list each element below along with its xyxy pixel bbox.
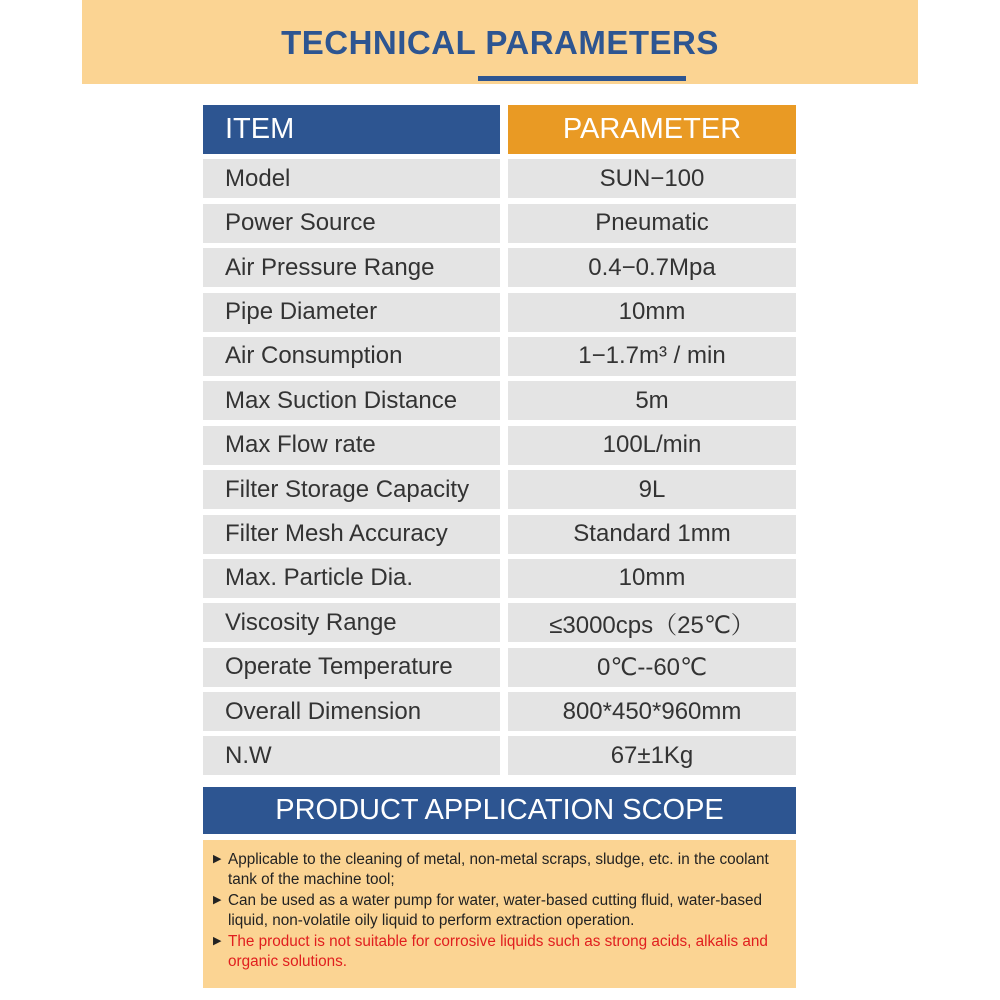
value-cell: 5m	[508, 381, 796, 420]
header-item: ITEM	[203, 105, 500, 154]
scope-bullet-text: Can be used as a water pump for water, water-based cutting fluid, water-based liquid, non-volatile oily liquid to perform extraction operation.	[228, 892, 762, 929]
scope-bullet	[213, 850, 790, 889]
item-cell: N.W	[203, 736, 500, 775]
scope-warning-text: The product is not suitable for corrosive liquids such as strong acids, alkalis and organic solutions.	[228, 933, 768, 970]
scope-bullet	[213, 891, 790, 930]
table-row	[203, 515, 796, 554]
item-cell: Air Pressure Range	[203, 248, 500, 287]
table-row	[203, 603, 796, 642]
scope-warning	[213, 932, 790, 971]
value-cell: Pneumatic	[508, 204, 796, 243]
value-cell: Standard 1mm	[508, 515, 796, 554]
title-underline	[478, 76, 686, 81]
value-cell: 100L/min	[508, 426, 796, 465]
item-cell: Pipe Diameter	[203, 293, 500, 332]
triangle-right-icon: ▶	[213, 935, 222, 947]
value-cell: 67±1Kg	[508, 736, 796, 775]
page-title: TECHNICAL PARAMETERS	[281, 24, 719, 61]
value-cell: 1−1.7m³ / min	[508, 337, 796, 376]
table-row	[203, 337, 796, 376]
value-cell: 10mm	[508, 559, 796, 598]
value-cell: 9L	[508, 470, 796, 509]
table-row	[203, 159, 796, 198]
item-cell: Filter Mesh Accuracy	[203, 515, 500, 554]
value-cell: 800*450*960mm	[508, 692, 796, 731]
item-cell: Max Flow rate	[203, 426, 500, 465]
table-row	[203, 426, 796, 465]
table-row	[203, 293, 796, 332]
triangle-right-icon: ▶	[213, 853, 222, 865]
triangle-right-icon: ▶	[213, 894, 222, 906]
scope-bullet-text: Applicable to the cleaning of metal, non-metal scraps, sludge, etc. in the coolant tank of the machine tool;	[228, 851, 769, 888]
item-cell: Max Suction Distance	[203, 381, 500, 420]
value-cell: 0℃--60℃	[508, 648, 796, 687]
item-cell: Model	[203, 159, 500, 198]
item-cell: Overall Dimension	[203, 692, 500, 731]
table-header	[203, 105, 796, 154]
value-cell: 0.4−0.7Mpa	[508, 248, 796, 287]
item-cell: Max. Particle Dia.	[203, 559, 500, 598]
item-cell: Viscosity Range	[203, 603, 500, 642]
table-row	[203, 559, 796, 598]
table-row	[203, 736, 796, 775]
table-row	[203, 648, 796, 687]
table-row	[203, 692, 796, 731]
title-banner	[82, 0, 918, 84]
table-row	[203, 248, 796, 287]
table-row	[203, 381, 796, 420]
value-cell: SUN−100	[508, 159, 796, 198]
item-cell: Air Consumption	[203, 337, 500, 376]
parameters-table	[203, 105, 796, 775]
table-row	[203, 470, 796, 509]
item-cell: Power Source	[203, 204, 500, 243]
table-row	[203, 204, 796, 243]
value-cell: ≤3000cps（25℃）	[508, 603, 796, 642]
value-cell: 10mm	[508, 293, 796, 332]
scope-title: PRODUCT APPLICATION SCOPE	[203, 787, 796, 834]
item-cell: Filter Storage Capacity	[203, 470, 500, 509]
item-cell: Operate Temperature	[203, 648, 500, 687]
header-parameter: PARAMETER	[508, 105, 796, 154]
scope-box	[203, 840, 796, 988]
